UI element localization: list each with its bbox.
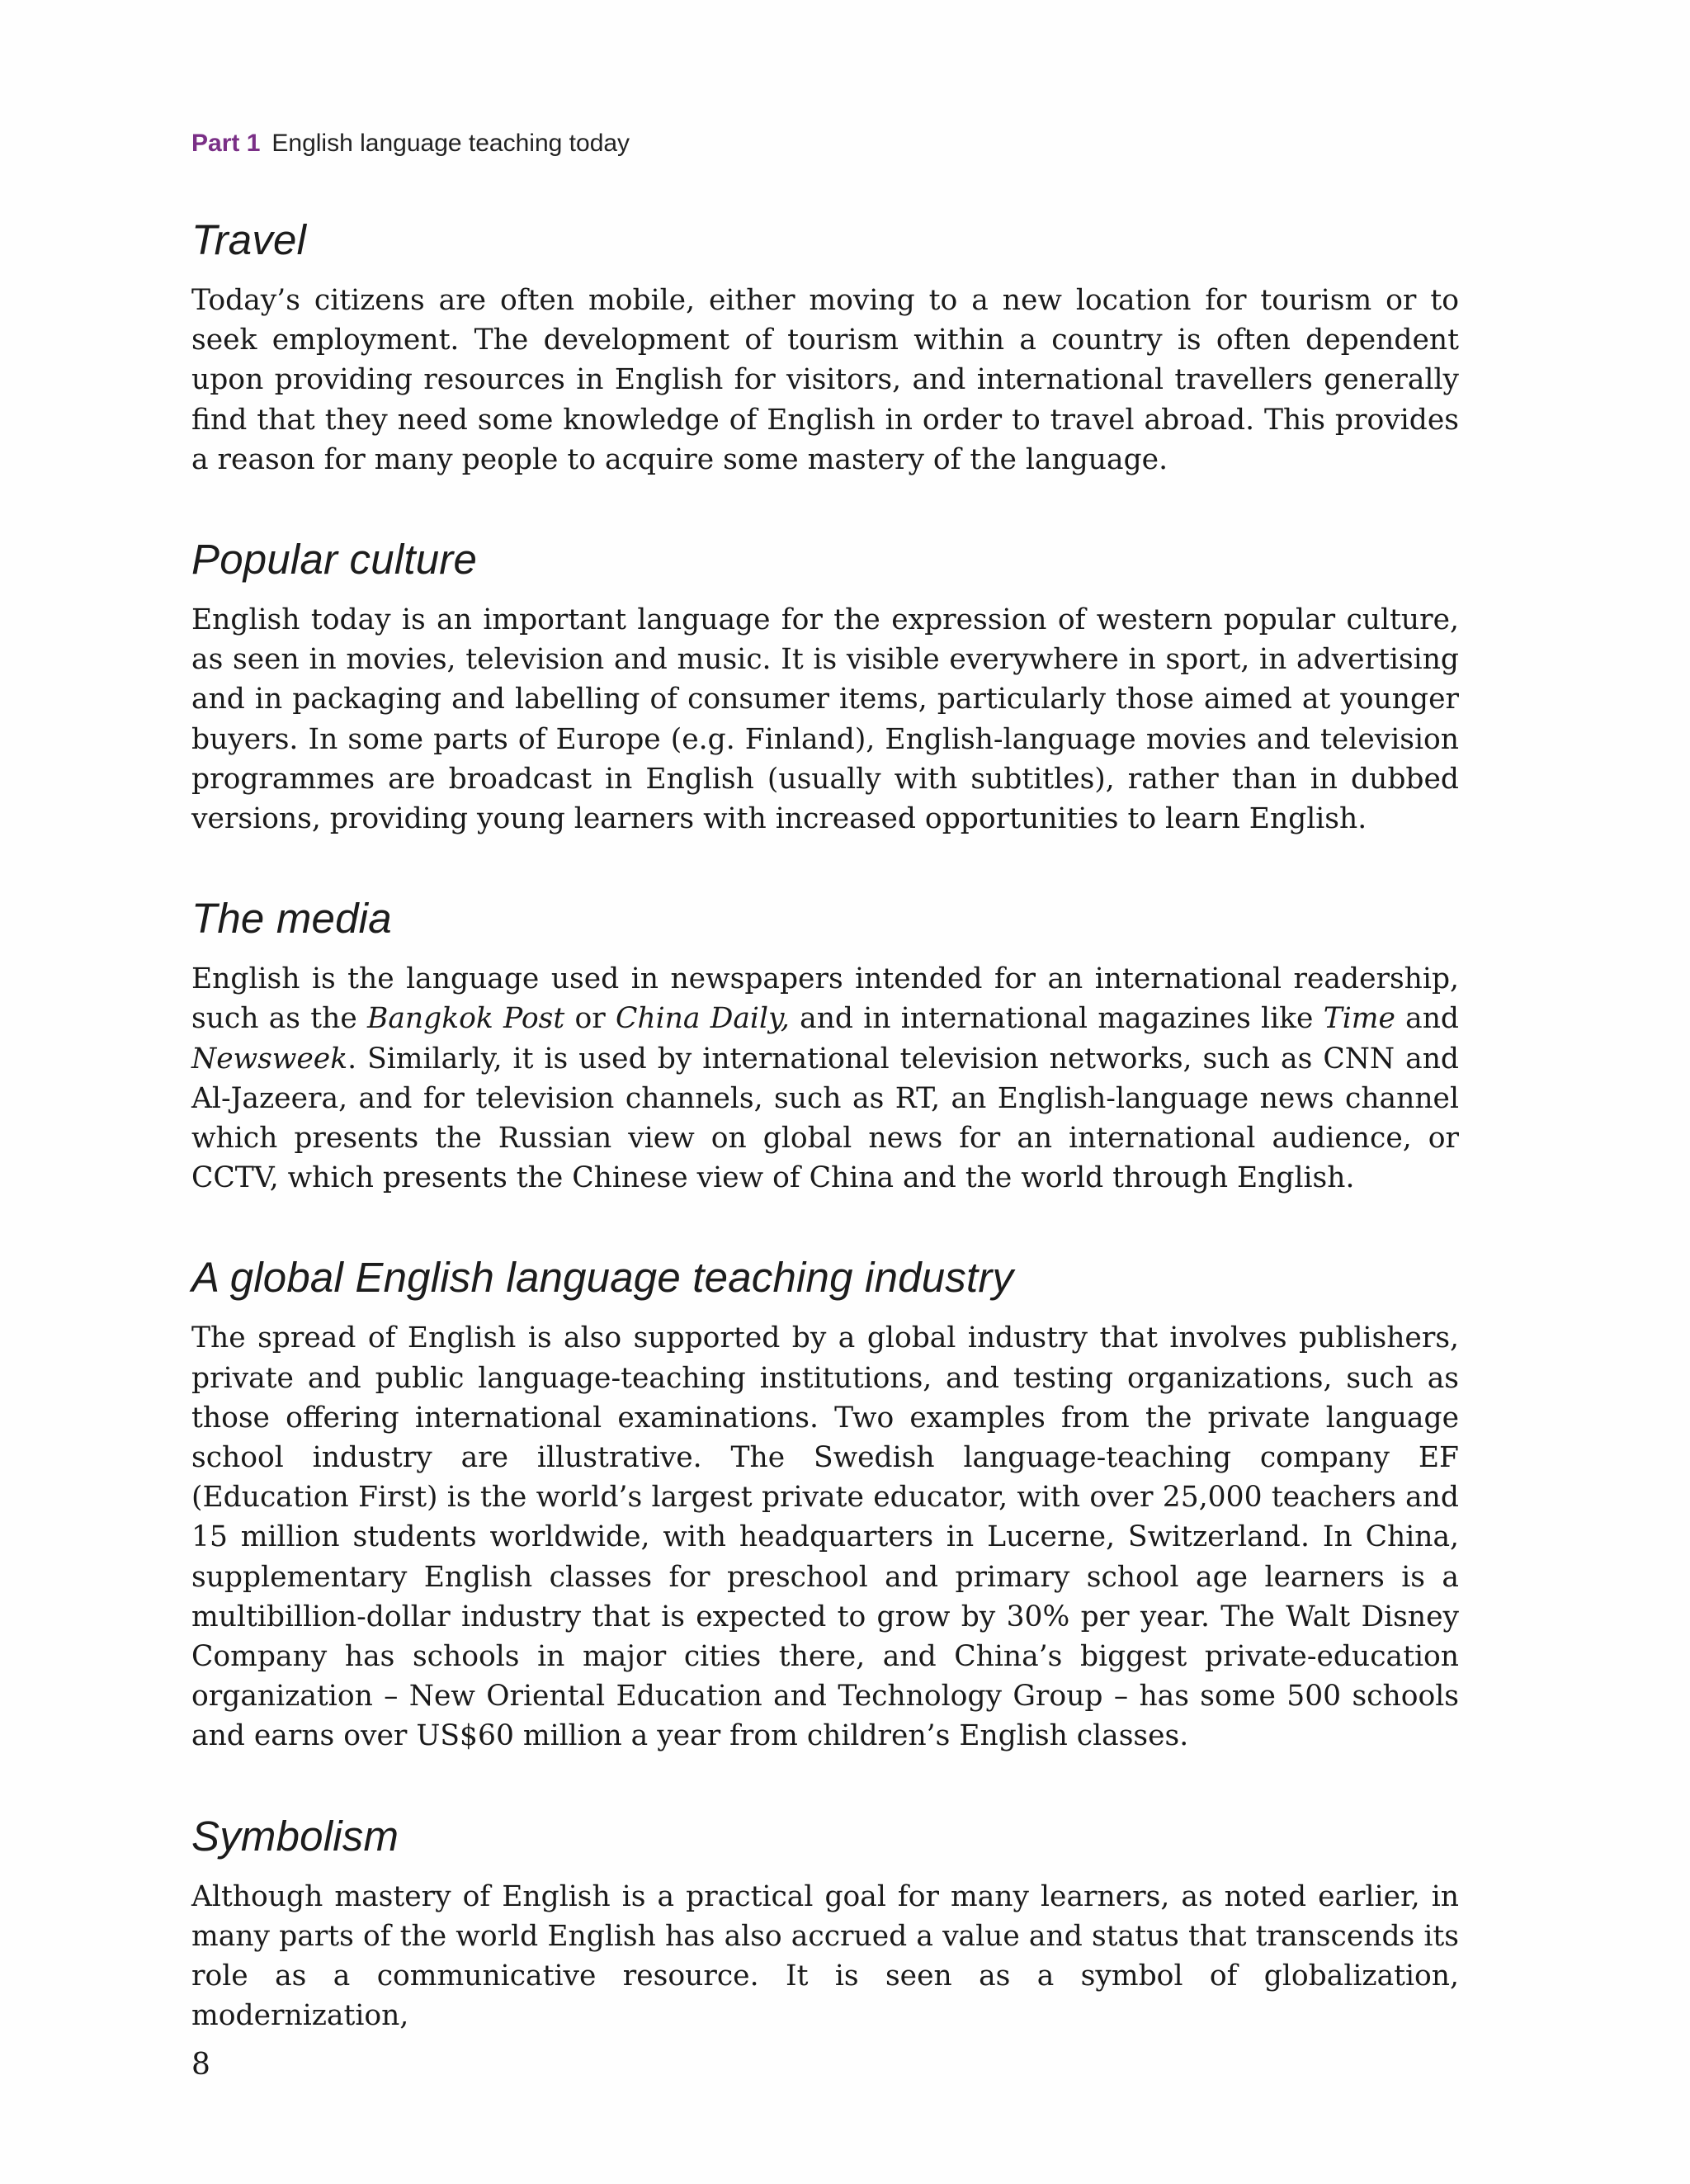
- running-head: [191, 127, 630, 160]
- section-global-elt-industry: [191, 1250, 1459, 1756]
- section-paragraph: Although mastery of English is a practical goal for many learners, as noted earlier, in many parts of the world English has also accrued a value and status that transcends its role as a communicative resource. It is seen as a symbol of globalization, modernization,: [191, 1879, 1459, 2033]
- section-heading: Symbolism: [191, 1812, 399, 1860]
- paragraph-text: and in international magazines like: [789, 1002, 1324, 1036]
- page-number: 8: [191, 2048, 210, 2082]
- section-the-media: [191, 891, 1459, 1198]
- paragraph-text: . Similarly, it is used by international television networks, such as CNN and Al-Jazeera, and for television channels, such as RT, an English-language news channel which presents the Russian view on global news for an international audience, or CCTV, which presents the Chinese view of China and the world through English.: [191, 1042, 1459, 1195]
- publication-title: China Daily,: [616, 1002, 790, 1036]
- running-head-title: English language teaching today: [271, 130, 630, 157]
- publication-title: Time: [1323, 1002, 1395, 1036]
- section-paragraph: English today is an important language for the expression of western popular culture, as seen in movies, television and music. It is visible everywhere in sport, in advertising and in packaging and labelling of consumer items, particularly those aimed at younger buyers. In some parts of Europe (e.g. Finland), English-language movies and television programmes are broadcast in English (usually with subtitles), rather than in dubbed versions, providing young learners with increased opportunities to learn English.: [191, 603, 1459, 836]
- section-paragraph: Today’s citizens are often mobile, either moving to a new location for tourism or to seek employment. The development of tourism within a country is often dependent upon providing resources in English for visitors, and international travellers generally find that they need some knowledge of English in order to travel abroad. This provides a reason for many people to acquire some mastery of the language.: [191, 284, 1459, 476]
- paragraph-text: English is the language used in newspapers intended for an international readership, such as the: [191, 962, 1459, 1036]
- section-popular-culture: [191, 532, 1459, 839]
- publication-title: Newsweek: [191, 1042, 348, 1075]
- section-heading: A global English language teaching industry: [191, 1254, 1014, 1302]
- paragraph-text: or: [564, 1002, 616, 1036]
- section-heading: Travel: [191, 216, 307, 263]
- running-head-part: Part 1: [191, 130, 261, 157]
- publication-title: Bangkok Post: [367, 1002, 565, 1036]
- section-heading: The media: [191, 895, 392, 943]
- section-symbolism: [191, 1809, 1459, 2036]
- section-paragraph: [191, 959, 1459, 1198]
- section-heading: Popular culture: [191, 536, 478, 584]
- main-content: [191, 213, 1459, 2036]
- section-paragraph: The spread of English is also supported by a global industry that involves publishers, private and public language-teaching institutions, and testing organizations, such as those offering international examinations. Two examples from the private language school industry are illustrative. The Swedish language-teaching company EF (Education First) is the world’s largest private educator, with over 25,000 teachers and 15 million students worldwide, with headquarters in Lucerne, Switzerland. In China, supplementary English classes for preschool and primary school age learners is a multibillion-dollar industry that is expected to grow by 30% per year. The Walt Disney Company has schools in major cities there, and China’s biggest private-education organization – New Oriental Education and Technology Group – has some 500 schools and earns over US$60 million a year from children’s English classes.: [191, 1321, 1459, 1753]
- paragraph-text: and: [1395, 1002, 1460, 1036]
- section-travel: [191, 213, 1459, 480]
